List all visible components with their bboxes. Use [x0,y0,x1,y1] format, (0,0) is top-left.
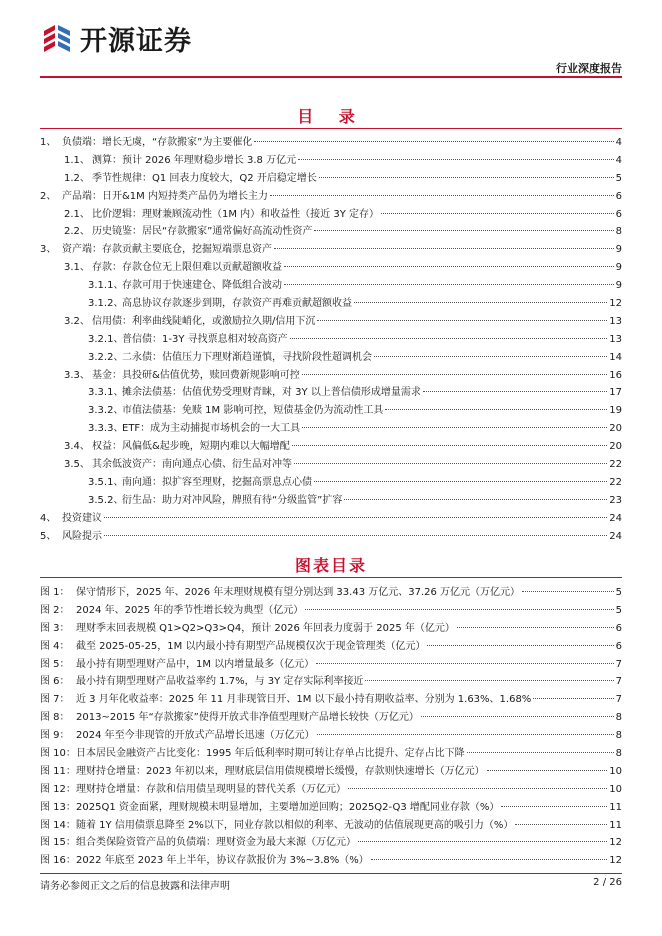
entry-number: 图 6： [40,676,70,688]
contents-title: 目 录 [297,107,365,126]
entry-number: 3.5、 [64,459,90,471]
entry-title: 理财持仓增量：2023 年初以来，理财底层信用债规模增长缓慢，存款则快速增长（万亿元） [76,765,485,777]
toc-entry[interactable] [40,241,622,259]
entry-number: 3.3.3、 [88,423,124,435]
page-indicator: 2 / 26 [593,877,622,888]
entry-number: 3.5.1、 [88,476,124,488]
toc-entry[interactable] [40,206,622,224]
contents-list [40,134,622,545]
entry-title: 存款：存款仓位无上限但难以贡献超额收益 [92,262,282,274]
toc-entry[interactable] [40,492,622,510]
toc-entry[interactable] [40,313,622,331]
entry-title: 市值法债基：免赎 1M 影响可控，短债基金仍为流动性工具 [122,405,384,417]
entry-number: 图 3： [40,622,70,634]
entry-page-number: 22 [609,459,622,471]
entry-title: 近 3 月年化收益率：2025 年 11 月非现管日开、1M 以下最小持有期收益率、分别为 1.63%、1.68% [76,694,532,706]
toc-entry[interactable] [40,188,622,206]
figures-list [40,584,622,870]
entry-title: 摊余法债基：估值优势受理财青睐，对 3Y 以上普信债形成增量需求 [122,387,421,399]
entry-page-number: 22 [609,476,622,488]
entry-title: 风险提示 [62,530,102,542]
entry-number: 图 13： [40,801,76,813]
entry-page-number: 24 [609,512,622,524]
entry-title: 二永债：估值压力下理财渐趋谨慎，寻找阶段性超调机会 [122,351,372,363]
toc-entry[interactable] [40,474,622,492]
entry-title: 截至 2025-05-25，1M 以内最小持有期型产品规模仅次于现金管理类（亿元） [76,640,426,652]
entry-number: 4、 [40,512,57,524]
entry-title: 存款可用于快速建仓、降低组合波动 [122,280,282,292]
entry-page-number: 9 [615,280,622,292]
figure-entry[interactable] [40,620,622,638]
entry-leader-dots [314,230,613,231]
entry-page-number: 19 [609,405,622,417]
figure-entry[interactable] [40,727,622,745]
entry-number: 图 10： [40,748,76,760]
entry-number: 1.2、 [64,172,90,184]
entry-leader-dots [104,535,607,536]
entry-leader-dots [284,284,614,285]
toc-entry[interactable] [40,456,622,474]
entry-page-number: 5 [615,587,622,598]
footer-disclaimer: 请务必参阅正文之后的信息披露和法律声明 [40,881,230,892]
entry-title: 其余低波资产：南向通点心债、衍生品对冲等 [92,459,292,471]
entry-title: 日本居民金融资产占比变化：1995 年后低利率时期可转让存单占比提升、定存占比下降 [76,748,465,760]
figure-entry[interactable] [40,691,622,709]
footer-divider [40,873,622,874]
entry-leader-dots [421,716,614,717]
entry-number: 3.3.2、 [88,405,124,417]
entry-number: 3、 [40,244,57,256]
entry-leader-dots [290,338,608,339]
toc-entry[interactable] [40,528,622,546]
entry-leader-dots [501,806,607,807]
entry-page-number: 8 [615,730,622,742]
entry-leader-dots [292,445,607,446]
entry-page-number: 5 [615,604,622,616]
entry-number: 图 16： [40,855,76,867]
entry-number: 3.1、 [64,262,90,274]
entry-leader-dots [317,320,607,321]
entry-leader-dots [348,788,607,789]
entry-page-number: 12 [609,837,622,849]
entry-title: 负债端：增长无虞，“存款搬家”为主要催化 [62,137,253,148]
header-divider [40,76,622,78]
entry-page-number: 7 [615,658,622,670]
figure-entry[interactable] [40,745,622,763]
figures-title-divider [40,577,622,578]
toc-entry[interactable] [40,402,622,420]
entry-number: 3.2.2、 [88,351,124,363]
company-logo [40,18,192,58]
entry-leader-dots [274,248,614,249]
entry-page-number: 13 [609,315,622,327]
entry-leader-dots [314,481,607,482]
toc-entry[interactable] [40,295,622,313]
toc-entry[interactable] [40,259,622,277]
entry-number: 3.5.2、 [88,494,124,506]
entry-page-number: 14 [609,351,622,363]
entry-page-number: 11 [609,819,622,831]
figure-entry[interactable] [40,602,622,620]
entry-title: 保守情形下，2025 年、2026 年末理财规模有望分别达到 33.43 万亿元、37.26 万亿元（万亿元） [76,587,521,598]
entry-number: 3.3、 [64,369,90,381]
entry-page-number: 7 [615,694,622,706]
entry-leader-dots [365,680,613,681]
entry-leader-dots [487,770,608,771]
entry-title: 理财季末回表规模 Q1>Q2>Q3>Q4，预计 2026 年回表力度弱于 2025 年（亿元） [76,622,455,634]
entry-number: 2.2、 [64,226,90,238]
entry-leader-dots [284,266,614,267]
toc-entry[interactable] [40,384,622,402]
entry-title: 最小持有期型理财产品中，1M 以内增量最多（亿元） [76,658,315,670]
toc-entry[interactable] [40,152,622,170]
entry-title: 产品端：日开&1M 内短持类产品仍为增长主力 [62,190,268,202]
entry-number: 图 15： [40,837,76,849]
entry-leader-dots [294,463,607,464]
entry-page-number: 11 [609,801,622,813]
entry-page-number: 12 [609,855,622,867]
entry-page-number: 9 [615,244,622,256]
entry-page-number: 20 [609,441,622,453]
logo-text: 开源证券 [80,25,192,57]
entry-page-number: 4 [615,154,622,166]
figure-entry[interactable] [40,656,622,674]
entry-page-number: 13 [609,333,622,345]
entry-leader-dots [533,698,613,699]
entry-title: 2024 年、2025 年的季节性增长较为典型（亿元） [76,604,304,616]
toc-entry[interactable] [40,170,622,188]
figure-entry[interactable] [40,834,622,852]
entry-title: 2022 年底至 2023 年上半年，协议存款报价为 3%~3.8%（%） [76,855,369,867]
entry-leader-dots [467,752,614,753]
entry-page-number: 9 [615,262,622,274]
entry-page-number: 8 [615,226,622,238]
entry-number: 图 8： [40,712,70,724]
entry-leader-dots [317,734,614,735]
entry-leader-dots [254,141,613,142]
entry-title: 衍生品：助力对冲风险，牌照有待“分级监管”扩容 [122,494,343,506]
entry-title: 最小持有期型理财产品收益率约 1.7%，与 3Y 定存实际利率接近 [76,676,364,688]
entry-leader-dots [423,391,607,392]
entry-leader-dots [270,195,614,196]
entry-page-number: 24 [609,530,622,542]
entry-number: 图 12： [40,783,76,795]
entry-title: 测算：预计 2026 年理财稳步增长 3.8 万亿元 [92,154,297,166]
entry-title: 2013~2015 年“存款搬家”使得开放式非净值型理财产品增长较快（万亿元） [76,712,419,724]
toc-entry[interactable] [40,367,622,385]
entry-leader-dots [104,517,607,518]
entry-title: 南向通：拟扩容至理财，挖掘高票息点心债 [122,476,312,488]
figure-entry[interactable] [40,709,622,727]
entry-number: 5、 [40,530,57,542]
entry-title: 组合类保险资管产品的负债端：理财资金为最大来源（万亿元） [76,837,356,849]
entry-title: 理财持仓增量：存款和信用债呈现明显的替代关系（万亿元） [76,783,346,795]
entry-number: 1.1、 [64,154,90,166]
entry-number: 1、 [40,137,57,148]
entry-number: 3.1.2、 [88,298,124,310]
figure-entry[interactable] [40,817,622,835]
toc-entry[interactable] [40,438,622,456]
toc-entry[interactable] [40,420,622,438]
entry-title: 基金：具投研&估值优势，赎回费新规影响可控 [92,369,300,381]
entry-leader-dots [302,427,607,428]
entry-number: 图 5： [40,658,70,670]
entry-title: 高息协议存款逐步到期，存款资产再难贡献超额收益 [122,298,352,310]
entry-number: 2、 [40,190,57,202]
toc-entry[interactable] [40,223,622,241]
entry-leader-dots [374,356,607,357]
entry-leader-dots [385,409,607,410]
entry-page-number: 8 [615,712,622,724]
entry-leader-dots [305,609,613,610]
entry-number: 图 11： [40,765,76,777]
entry-title: ETF：成为主动捕捉市场机会的一大工具 [122,423,301,435]
entry-leader-dots [316,663,613,664]
entry-page-number: 6 [615,190,622,202]
entry-number: 3.3.1、 [88,387,124,399]
entry-leader-dots [381,213,614,214]
figure-entry[interactable] [40,781,622,799]
entry-page-number: 10 [609,783,622,795]
entry-page-number: 6 [615,208,622,220]
figure-entry[interactable] [40,763,622,781]
entry-number: 3.2.1、 [88,333,124,345]
entry-number: 图 1： [40,587,70,598]
entry-page-number: 6 [615,640,622,652]
entry-page-number: 16 [609,369,622,381]
figure-entry[interactable] [40,673,622,691]
entry-title: 权益：风偏低&起步晚，短期内难以大幅增配 [92,441,290,453]
entry-number: 2.1、 [64,208,90,220]
entry-leader-dots [522,591,614,592]
toc-entry[interactable] [40,510,622,528]
figure-entry[interactable] [40,799,622,817]
entry-title: 季节性规律：Q1 回表力度较大，Q2 开启稳定增长 [92,172,317,184]
entry-title: 随着 1Y 信用债票息降至 2%以下，同业存款以相似的利率、无波动的估值展现更高的吸引力（%） [76,819,514,831]
entry-leader-dots [302,374,607,375]
entry-number: 图 4： [40,640,70,652]
entry-page-number: 23 [609,494,622,506]
entry-title: 普信债：1-3Y 寻找票息相对较高资产 [122,333,288,345]
contents-title-divider [40,128,622,129]
figure-entry[interactable] [40,584,622,602]
entry-leader-dots [358,841,607,842]
entry-title: 信用债：利率曲线陡峭化，或激励拉久期/信用下沉 [92,315,316,327]
toc-entry[interactable] [40,349,622,367]
figure-entry[interactable] [40,852,622,870]
entry-leader-dots [457,627,614,628]
entry-page-number: 20 [609,423,622,435]
entry-number: 3.2、 [64,315,90,327]
entry-leader-dots [344,499,607,500]
entry-page-number: 5 [615,172,622,184]
report-type-label: 行业深度报告 [556,62,622,75]
entry-page-number: 17 [609,387,622,399]
entry-page-number: 6 [615,622,622,634]
entry-number: 图 7： [40,694,70,706]
entry-title: 2025Q1 资金面紧，理财规模未明显增加，主要增加逆回购；2025Q2-Q3 增配同业存款（%） [76,801,500,813]
entry-number: 3.1.1、 [88,280,124,292]
entry-leader-dots [319,177,614,178]
toc-entry[interactable] [40,331,622,349]
entry-number: 图 14： [40,819,76,831]
entry-leader-dots [298,159,614,160]
logo-mark-icon [40,21,74,55]
figure-entry[interactable] [40,638,622,656]
figures-title: 图表目录 [294,556,367,575]
entry-page-number: 12 [609,298,622,310]
entry-number: 图 2： [40,604,70,616]
entry-leader-dots [371,859,608,860]
entry-title: 比价逻辑：理财兼顾流动性（1M 内）和收益性（接近 3Y 定存） [92,208,379,220]
entry-page-number: 8 [615,748,622,760]
entry-title: 2024 年至今非现管的开放式产品增长迅速（万亿元） [76,730,315,742]
toc-entry[interactable] [40,277,622,295]
entry-title: 资产端：存款贡献主要底仓，挖掘短端票息资产 [62,244,272,256]
toc-entry[interactable] [40,134,622,152]
entry-number: 图 9： [40,730,70,742]
entry-leader-dots [515,824,607,825]
entry-leader-dots [354,302,607,303]
entry-page-number: 7 [615,676,622,688]
entry-leader-dots [427,645,613,646]
entry-number: 3.4、 [64,441,90,453]
entry-title: 投资建议 [62,512,102,524]
entry-title: 历史镜鉴：居民“存款搬家”通常偏好高流动性资产 [92,226,313,238]
entry-page-number: 10 [609,765,622,777]
entry-page-number: 4 [615,137,622,148]
